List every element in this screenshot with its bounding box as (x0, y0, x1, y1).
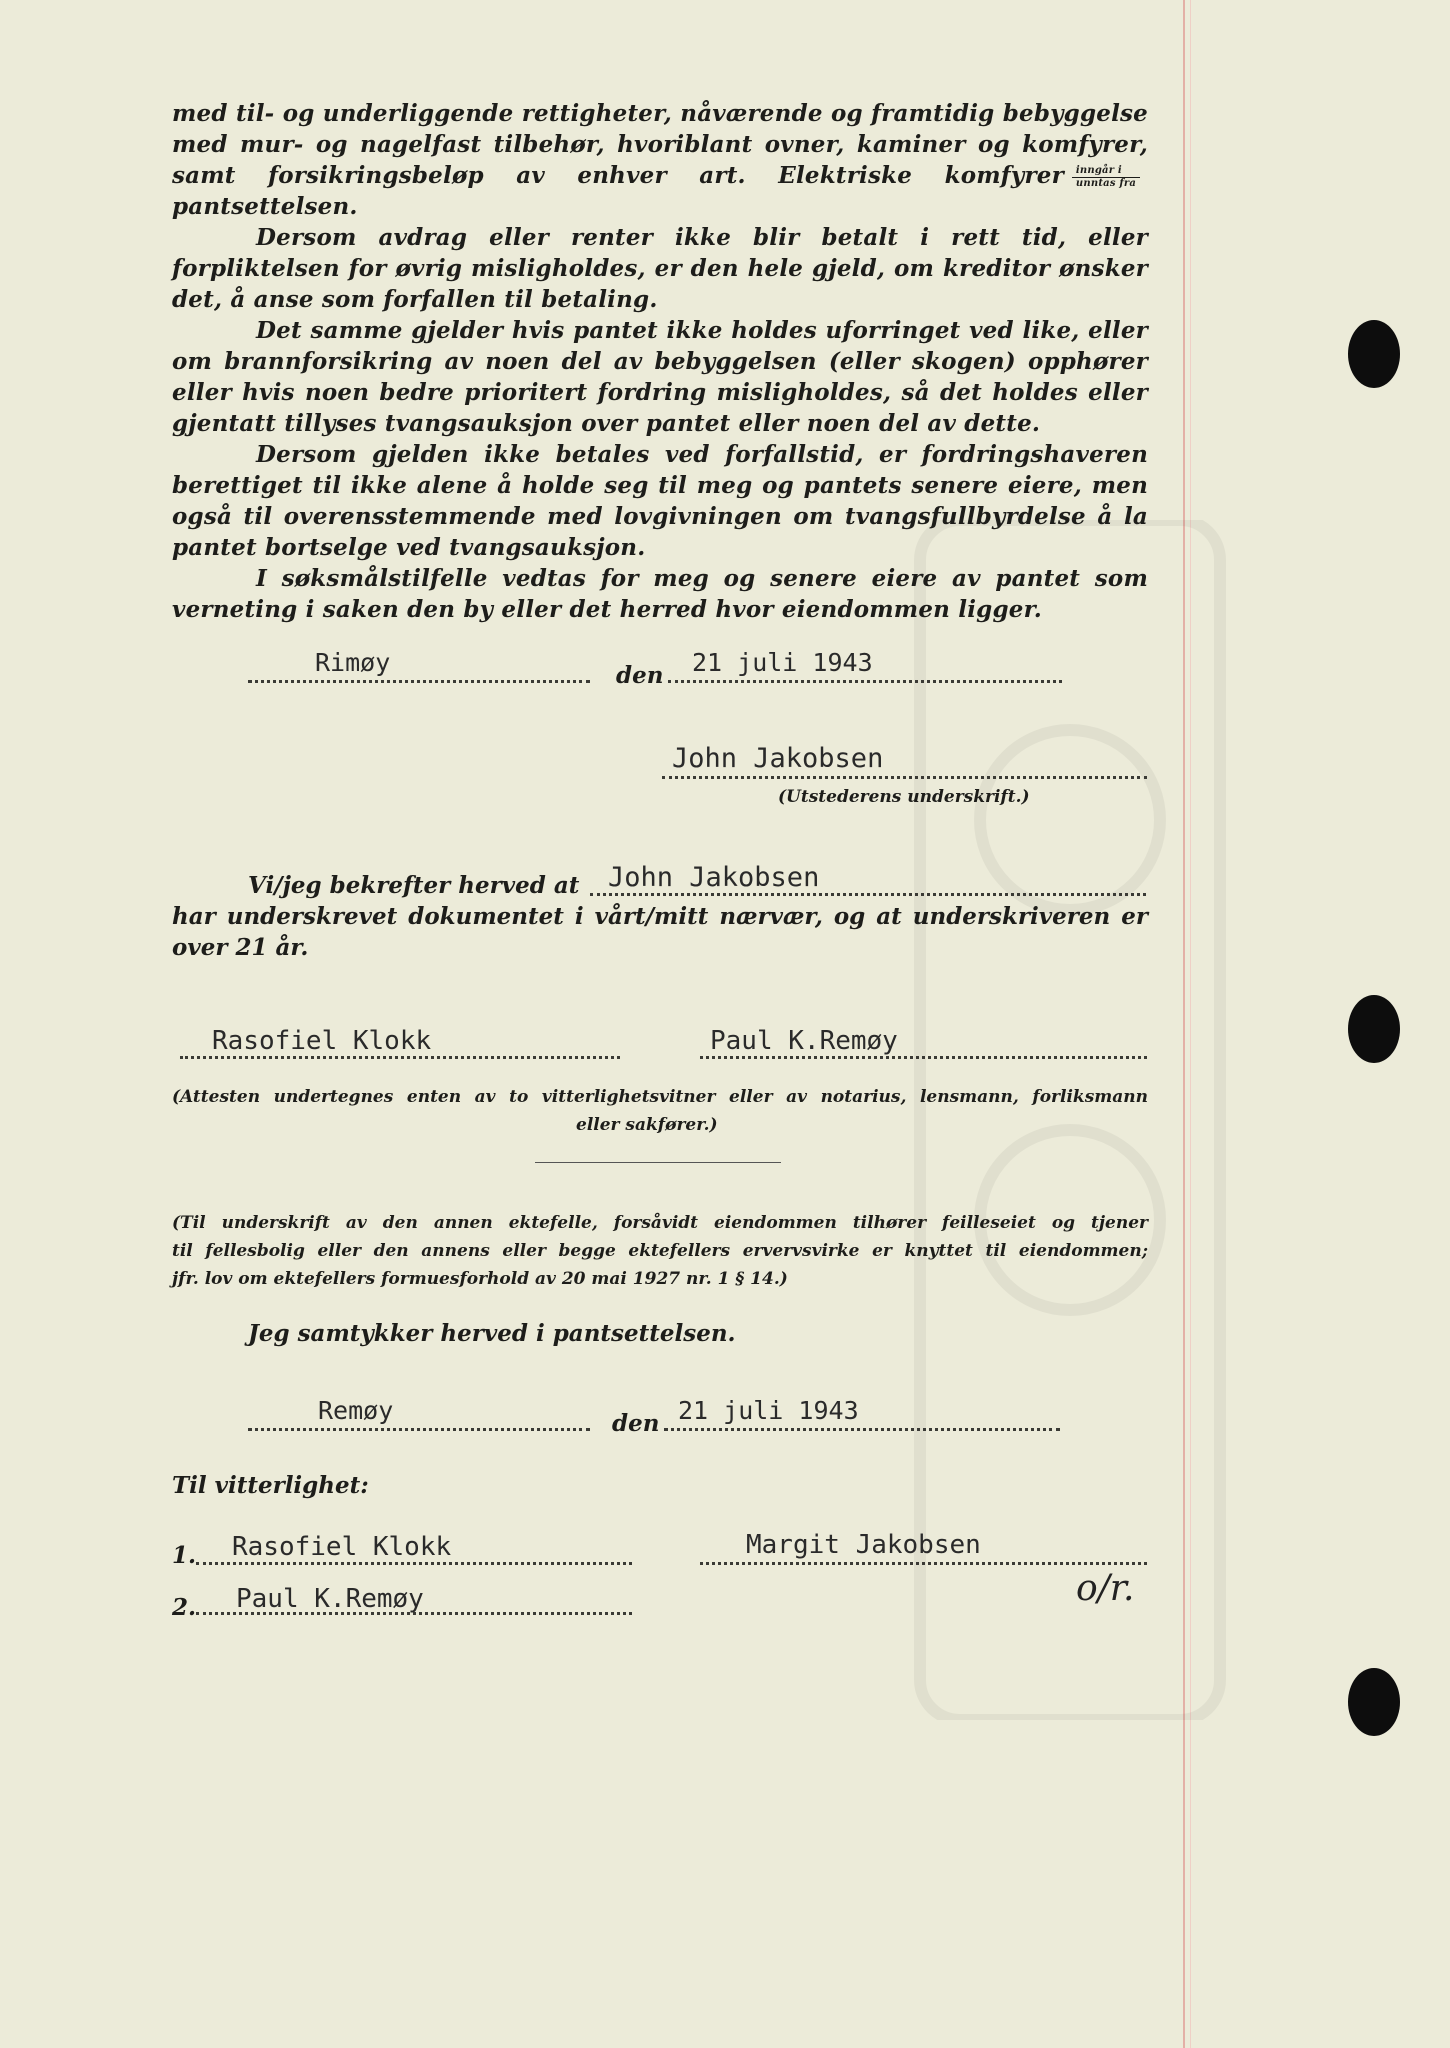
divider (535, 1162, 781, 1163)
confirmation-line-2: har underskrevet dokumentet i vårt/mitt nærvær, og at underskriveren er (172, 903, 1148, 930)
date-place-1: Rimøy (315, 648, 391, 677)
date-line-2 (664, 1428, 1060, 1431)
paragraph-3: Det samme gjelder hvis pantet ikke holdes uforringet ved like, eller om brannforsikring av noen del av bebyggelsen (eller skogen) opphører eller hvis noen bedre prioritert fordring misligholdes, så det holdes eller gjentatt tillyses tvangsauksjon over pantet eller noen del av dette. (172, 317, 1148, 437)
date-1: 21 juli 1943 (692, 648, 873, 677)
confirmation-line-3: over 21 år. (172, 934, 309, 961)
paragraph-1: med til- og underliggende rettigheter, nåværende og framtidig bebyggelse med mur- og nagelfast tilbehør, hvoriblant ovner, kaminer og komfyrer, samt forsikringsbeløp av enhver art. Elektriske komfyrer $\frac{\text{inngår i}}{\text{unntas fra}}$ pantsettelsen. (172, 100, 1148, 220)
spouse-signature-line (700, 1562, 1147, 1565)
punch-hole-middle (1348, 995, 1400, 1063)
paragraph-5: I søksmålstilfelle vedtas for meg og senere eiere av pantet som verneting i saken den by eller det herred hvor eiendommen ligger. (172, 565, 1148, 623)
punch-hole-top (1348, 320, 1400, 388)
witness-2-signature: Paul K.Remøy (710, 1026, 898, 1056)
spouse-note-3: jfr. lov om ektefellers formuesforhold av 20 mai 1927 nr. 1 § 14.) (172, 1269, 788, 1289)
issuer-caption: (Utstederens underskrift.) (778, 787, 1030, 807)
spouse-signature: Margit Jakobsen (746, 1530, 981, 1560)
consent-text: Jeg samtykker herved i pantsettelsen. (248, 1320, 736, 1347)
fraction: $\frac{\text{inngår i}}{\text{unntas fra}}$ (1072, 165, 1140, 190)
paragraph-2: Dersom avdrag eller renter ikke blir betalt i rett tid, eller forpliktelsen for øvrig misligholdes, er den hele gjeld, om kreditor ønsker det, å anse som forfallen til betaling. (172, 224, 1148, 313)
witness-1-line (180, 1056, 620, 1059)
date-line-1 (668, 680, 1062, 683)
attest-note-1: (Attesten undertegnes enten av to vitterlighetsvitner eller av notarius, lensmann, forliksmann (172, 1087, 1148, 1107)
date-place-line-2 (248, 1428, 590, 1431)
issuer-signature: John Jakobsen (672, 743, 884, 774)
witness-list-line-1 (196, 1562, 632, 1565)
den-label-1: den (616, 662, 664, 689)
spouse-note-1: (Til underskrift av den annen ektefelle, forsåvidt eiendommen tilhører feilleseiet og tjener (172, 1213, 1148, 1233)
issuer-signature-line (662, 776, 1147, 779)
witness-list-number-1: 1. (172, 1542, 197, 1569)
date-place-line-1 (248, 680, 590, 683)
confirmation-prefix: Vi/jeg bekrefter herved at (248, 872, 580, 899)
witness-heading: Til vitterlighet: (172, 1472, 369, 1499)
witness-list-name-2: Paul K.Remøy (236, 1584, 424, 1614)
witness-list-name-1: Rasofiel Klokk (232, 1532, 452, 1562)
witness-list-number-2: 2. (172, 1594, 197, 1621)
confirmation-name: John Jakobsen (608, 862, 820, 893)
den-label-2: den (612, 1410, 660, 1437)
witness-2-line (700, 1056, 1147, 1059)
confirmation-name-line (590, 893, 1146, 896)
paragraph-4: Dersom gjelden ikke betales ved forfallstid, er fordringshaveren berettiget til ikke alene å holde seg til meg og pantets senere eiere, men også til overensstemmende med lovgivningen om tvangsfullbyrdelse å la pantet bortselge ved tvangsauksjon. (172, 441, 1148, 561)
spouse-note-2: til fellesbolig eller den annens eller begge ektefellers ervervsvirke er knyttet til eiendommen; (172, 1241, 1148, 1261)
date-place-2: Remøy (318, 1396, 394, 1425)
body-text (172, 98, 1148, 625)
punch-hole-bottom (1348, 1668, 1400, 1736)
witness-1-signature: Rasofiel Klokk (212, 1026, 432, 1056)
attest-note-2: eller sakfører.) (576, 1115, 718, 1135)
date-2: 21 juli 1943 (678, 1396, 859, 1425)
handwritten-mark: o/r. (1076, 1568, 1135, 1609)
